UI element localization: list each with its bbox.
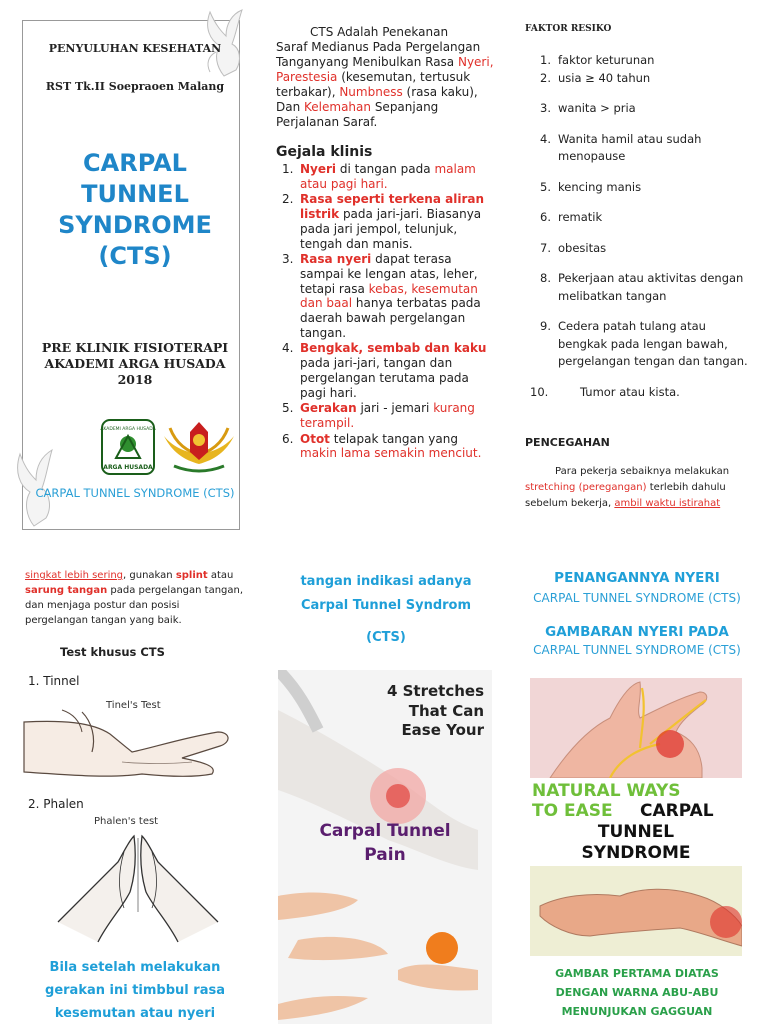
continuation-text: singkat lebih sering, gunakan splint atau sarung tangan pada pergelangan tangan, dan menjaga postur dan posisi pergelangan tangan yang baik. — [25, 570, 244, 626]
arga-husada-logo — [100, 418, 156, 476]
cover-institution: PRE KLINIK FISIOTERAPI AKADEMI ARGA HUSADA 2018 — [41, 340, 229, 387]
svg-text:ARGA HUSADA: ARGA HUSADA — [103, 464, 153, 471]
gejala-list — [282, 162, 496, 462]
army-emblem-logo — [160, 416, 238, 478]
penanganan-title: PENANGANNYA NYERI — [554, 570, 720, 586]
svg-text:Carpal Tunnel: Carpal Tunnel — [319, 821, 451, 841]
gambar-caption: GAMBAR PERTAMA DIATAS DENGAN WARNA ABU-ABU MENUNJUKAN GAGGUAN — [555, 967, 719, 1018]
list-item: 4. Bengkak, sembab dan kaku pada jari-jari, tangan dan pergelangan terutama pada pagi hari. — [282, 341, 487, 400]
middle-heading: tangan indikasi adanya Carpal Tunnel Syndrom — [300, 574, 472, 613]
gambaran-subtitle: CARPAL TUNNEL SYNDROME (CTS) — [533, 643, 741, 657]
tinnel-label: 1. Tinnel — [28, 674, 80, 688]
list-item: 7. obesitas — [540, 240, 607, 255]
svg-text:AKADEMI ARGA HUSADA: AKADEMI ARGA HUSADA — [100, 427, 156, 432]
wrist-pain-image — [530, 866, 742, 956]
cover-heading: PENYULUHAN KESEHATAN — [48, 42, 222, 55]
svg-text:CARPAL: CARPAL — [640, 801, 714, 821]
prevention-text: Para pekerja sebaiknya melakukan stretching (peregangan) terlebih dahulu sebelum bekerja, ambil waktu istirahat — [525, 466, 730, 509]
prevention-title: PENCEGAHAN — [525, 436, 610, 449]
svg-text:NATURAL WAYS: NATURAL WAYS — [532, 781, 681, 801]
list-item: 6. Otot telapak tangan yang makin lama semakin menciut. — [282, 431, 482, 461]
gejala-title: Gejala klinis — [276, 144, 373, 160]
svg-text:TUNNEL: TUNNEL — [597, 822, 675, 842]
tinels-test-image — [22, 692, 240, 792]
list-item: 3. Rasa nyeri dapat terasa sampai ke lengan atas, leher, tetapi rasa kebas, kesemutan dan baal hanya terbatas pada daerah bawah pergelangan tangan. — [282, 252, 481, 340]
phalen-label: 2. Phalen — [28, 797, 84, 811]
list-item: 2. Rasa seperti terkena aliran listrik pada jari-jari. Biasanya pada jari jempol, telunjuk, tengah dan manis. — [282, 192, 485, 251]
list-item: 6. rematik — [540, 210, 603, 224]
list-item: 10. Tumor atau kista. — [530, 384, 680, 399]
list-item: 5. Gerakan jari - jemari kurang terampil. — [282, 401, 475, 430]
risk-title: FAKTOR RESIKO — [525, 24, 612, 34]
nerve-pain-hand-image — [530, 678, 742, 778]
penanganan-subtitle: CARPAL TUNNEL SYNDROME (CTS) — [533, 591, 741, 605]
svg-text:That Can: That Can — [408, 702, 484, 720]
list-item: 5. kencing manis — [540, 179, 642, 194]
svg-text:4 Stretches: 4 Stretches — [386, 682, 484, 700]
svg-text:SYNDROME: SYNDROME — [581, 843, 691, 863]
cover-footer: CARPAL TUNNEL SYNDROME (CTS) — [35, 486, 235, 500]
intro-paragraph: CTS Adalah Penekanan Saraf Medianus Pada Pergelangan Tanganyang Menibulkan Rasa Nyeri, Parestesia (kesemutan, tertusuk terbakar), Numbness (rasa kaku), Dan Kelemahan Sepanjang Perjalanan Saraf. — [276, 25, 494, 129]
stretches-poster-image — [278, 670, 492, 1024]
svg-text:Ease Your: Ease Your — [401, 721, 484, 739]
list-item: 1. faktor keturunan — [540, 53, 655, 67]
list-item: 3. wanita > pria — [540, 101, 636, 115]
test-title: Test khusus CTS — [60, 645, 165, 659]
risk-list — [530, 52, 750, 401]
natural-ways-banner — [530, 778, 742, 866]
gambaran-title: GAMBARAN NYERI PADA — [545, 624, 729, 640]
svg-text:Pain: Pain — [364, 845, 406, 865]
cover-hospital: RST Tk.II Soepraoen Malang — [45, 80, 225, 93]
list-item: 8. Pekerjaan atau aktivitas dengan melibatkan tangan — [540, 271, 744, 303]
bila-text: Bila setelah melakukan gerakan ini timbbul rasa kesemutan atau nyeri — [45, 960, 225, 1021]
cover-title: CARPAL TUNNEL SYNDROME (CTS) — [58, 149, 212, 270]
svg-text:TO EASE: TO EASE — [532, 801, 613, 821]
phalens-test-image — [38, 812, 238, 952]
list-item: 1. Nyeri di tangan pada malam atau pagi hari. — [282, 162, 476, 191]
list-item: 2. usia ≥ 40 tahun — [540, 70, 651, 85]
svg-text:Phalen's test: Phalen's test — [94, 816, 159, 827]
list-item: 4. Wanita hamil atau sudah menopause — [540, 131, 702, 163]
list-item: 9. Cedera patah tulang atau bengkak pada lengan bawah, pergelangan tengan dan tangan. — [540, 319, 748, 368]
middle-cts: (CTS) — [366, 630, 406, 645]
svg-text:Tinel's Test: Tinel's Test — [106, 700, 161, 711]
